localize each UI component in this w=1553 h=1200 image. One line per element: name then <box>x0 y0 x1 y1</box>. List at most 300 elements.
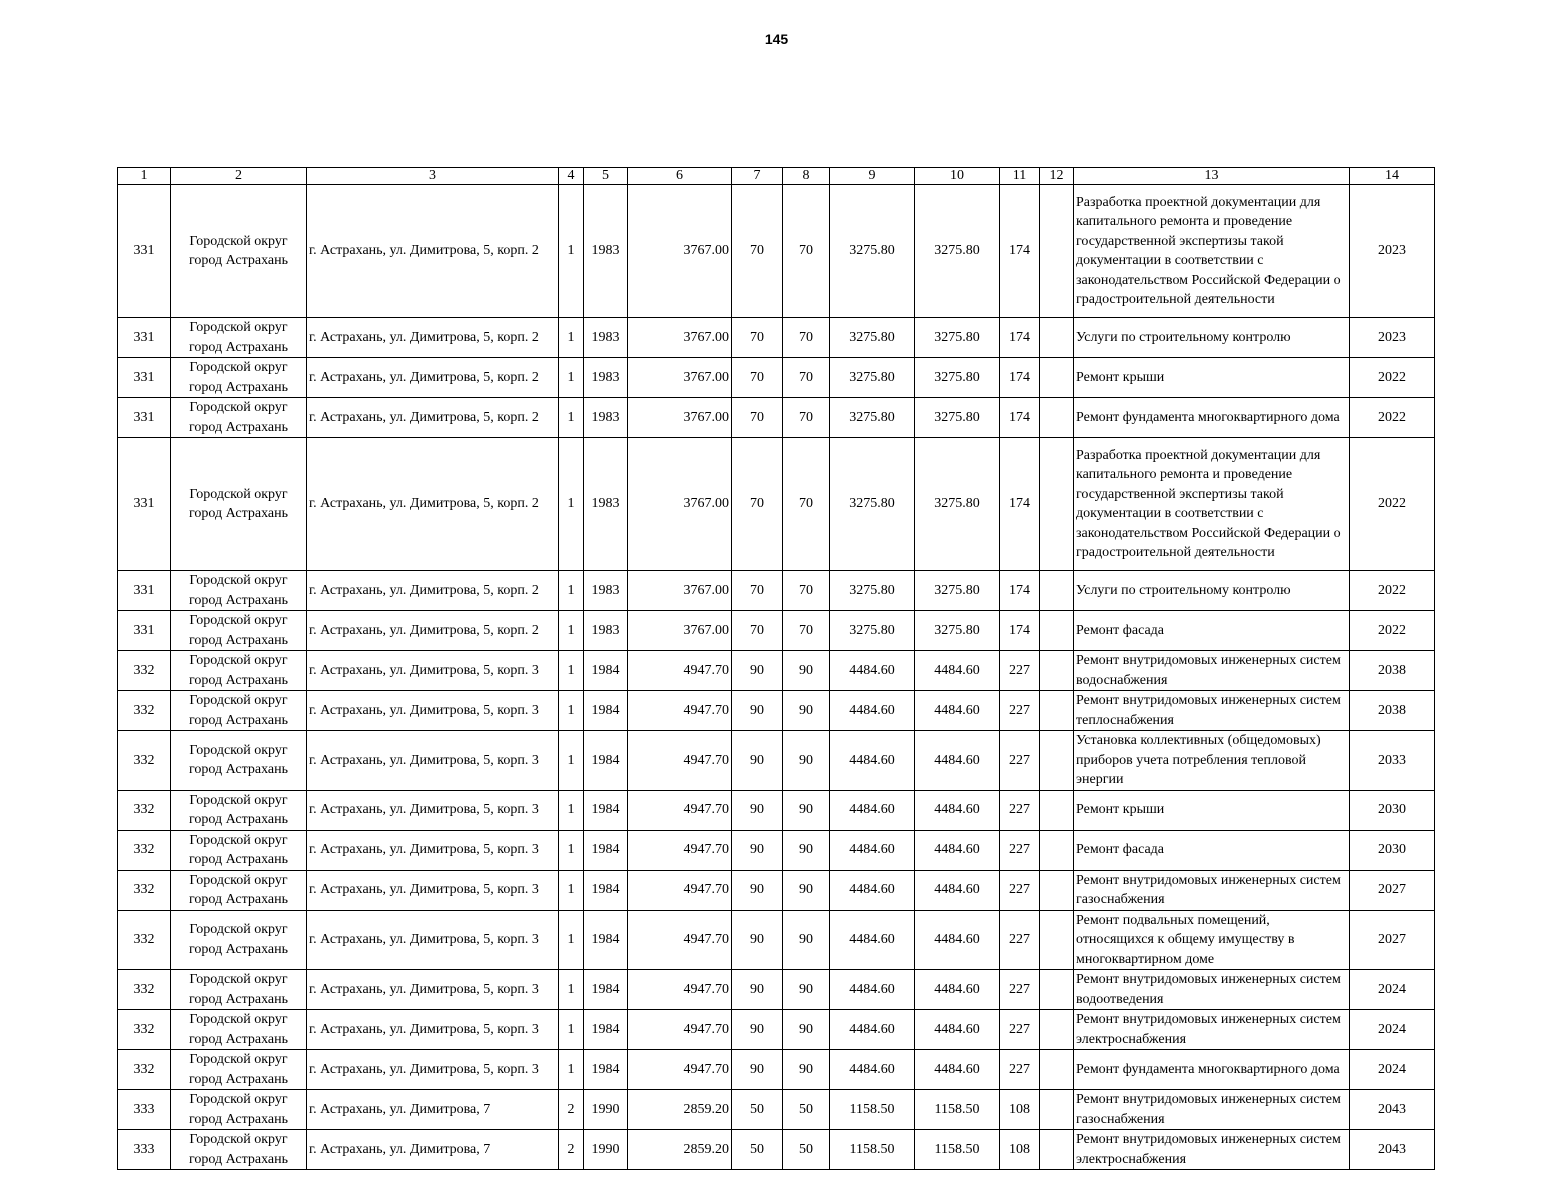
table-row <box>118 691 1435 731</box>
cell-year: 1983 <box>584 358 628 398</box>
cell-plan-year: 2024 <box>1350 1050 1435 1090</box>
cell-plan-year: 2023 <box>1350 318 1435 358</box>
cell-col4: 1 <box>559 870 584 910</box>
cell-col8: 70 <box>783 318 830 358</box>
cell-municipality: Городской округ город Астрахань <box>171 691 307 731</box>
cell-col10: 4484.60 <box>915 651 1000 691</box>
cell-col9: 4484.60 <box>830 1010 915 1050</box>
table-row <box>118 830 1435 870</box>
cell-work-type: Ремонт внутридомовых инженерных систем электроснабжения <box>1074 1010 1350 1050</box>
cell-col9: 4484.60 <box>830 731 915 791</box>
cell-col7: 90 <box>732 731 783 791</box>
cell-col11: 227 <box>1000 910 1040 970</box>
cell-col10: 3275.80 <box>915 185 1000 318</box>
cell-number: 331 <box>118 438 171 571</box>
cell-plan-year: 2043 <box>1350 1090 1435 1130</box>
cell-work-type: Ремонт фундамента многоквартирного дома <box>1074 398 1350 438</box>
cell-number: 332 <box>118 870 171 910</box>
cell-col6: 4947.70 <box>628 870 732 910</box>
cell-col11: 227 <box>1000 790 1040 830</box>
cell-municipality: Городской округ город Астрахань <box>171 910 307 970</box>
cell-col12 <box>1040 731 1074 791</box>
cell-col8: 90 <box>783 651 830 691</box>
cell-address: г. Астрахань, ул. Димитрова, 5, корп. 2 <box>307 398 559 438</box>
table-row <box>118 790 1435 830</box>
cell-number: 332 <box>118 731 171 791</box>
cell-address: г. Астрахань, ул. Димитрова, 5, корп. 3 <box>307 691 559 731</box>
cell-work-type: Разработка проектной документации для капитального ремонта и проведение государственной экспертизы такой документации в соответствии с законодательством Российской Федерации о градостроительной деятельности <box>1074 185 1350 318</box>
cell-work-type: Ремонт внутридомовых инженерных систем газоснабжения <box>1074 1090 1350 1130</box>
cell-col12 <box>1040 318 1074 358</box>
cell-plan-year: 2027 <box>1350 910 1435 970</box>
cell-municipality: Городской округ город Астрахань <box>171 1010 307 1050</box>
cell-col10: 3275.80 <box>915 571 1000 611</box>
column-header: 11 <box>1000 168 1040 185</box>
cell-col7: 70 <box>732 398 783 438</box>
cell-col6: 4947.70 <box>628 1010 732 1050</box>
cell-col8: 50 <box>783 1130 830 1170</box>
header-row <box>118 168 1435 185</box>
cell-col6: 3767.00 <box>628 318 732 358</box>
cell-year: 1984 <box>584 870 628 910</box>
cell-col10: 4484.60 <box>915 790 1000 830</box>
table-row <box>118 651 1435 691</box>
cell-col8: 90 <box>783 1010 830 1050</box>
cell-col12 <box>1040 398 1074 438</box>
table-row <box>118 185 1435 318</box>
cell-col12 <box>1040 870 1074 910</box>
cell-col4: 2 <box>559 1090 584 1130</box>
cell-col7: 70 <box>732 358 783 398</box>
column-header: 13 <box>1074 168 1350 185</box>
cell-year: 1983 <box>584 571 628 611</box>
cell-col4: 1 <box>559 185 584 318</box>
cell-col8: 70 <box>783 185 830 318</box>
cell-col4: 2 <box>559 1130 584 1170</box>
cell-col10: 1158.50 <box>915 1130 1000 1170</box>
cell-col4: 1 <box>559 318 584 358</box>
cell-col11: 227 <box>1000 1050 1040 1090</box>
cell-year: 1983 <box>584 438 628 571</box>
table-row <box>118 870 1435 910</box>
cell-col11: 174 <box>1000 185 1040 318</box>
cell-col4: 1 <box>559 731 584 791</box>
cell-municipality: Городской округ город Астрахань <box>171 185 307 318</box>
cell-col7: 70 <box>732 438 783 571</box>
cell-work-type: Ремонт фундамента многоквартирного дома <box>1074 1050 1350 1090</box>
cell-year: 1983 <box>584 185 628 318</box>
cell-col12 <box>1040 571 1074 611</box>
table-body <box>118 185 1435 1170</box>
cell-col11: 174 <box>1000 438 1040 571</box>
column-header: 5 <box>584 168 628 185</box>
cell-col7: 90 <box>732 790 783 830</box>
cell-address: г. Астрахань, ул. Димитрова, 5, корп. 2 <box>307 571 559 611</box>
cell-year: 1984 <box>584 731 628 791</box>
column-header: 6 <box>628 168 732 185</box>
cell-col6: 2859.20 <box>628 1090 732 1130</box>
cell-col12 <box>1040 1090 1074 1130</box>
cell-plan-year: 2030 <box>1350 790 1435 830</box>
cell-col6: 4947.70 <box>628 1050 732 1090</box>
cell-col10: 3275.80 <box>915 438 1000 571</box>
cell-col10: 4484.60 <box>915 691 1000 731</box>
table-row <box>118 398 1435 438</box>
cell-col12 <box>1040 830 1074 870</box>
cell-col6: 3767.00 <box>628 571 732 611</box>
cell-col11: 227 <box>1000 830 1040 870</box>
cell-col7: 70 <box>732 318 783 358</box>
cell-address: г. Астрахань, ул. Димитрова, 7 <box>307 1090 559 1130</box>
cell-col10: 4484.60 <box>915 970 1000 1010</box>
cell-address: г. Астрахань, ул. Димитрова, 5, корп. 3 <box>307 830 559 870</box>
cell-col4: 1 <box>559 438 584 571</box>
cell-col11: 108 <box>1000 1130 1040 1170</box>
cell-col11: 174 <box>1000 358 1040 398</box>
cell-municipality: Городской округ город Астрахань <box>171 398 307 438</box>
cell-year: 1990 <box>584 1090 628 1130</box>
cell-municipality: Городской округ город Астрахань <box>171 870 307 910</box>
cell-col12 <box>1040 910 1074 970</box>
cell-address: г. Астрахань, ул. Димитрова, 5, корп. 3 <box>307 790 559 830</box>
cell-work-type: Услуги по строительному контролю <box>1074 318 1350 358</box>
cell-year: 1983 <box>584 398 628 438</box>
cell-col7: 90 <box>732 970 783 1010</box>
cell-col8: 90 <box>783 691 830 731</box>
cell-work-type: Ремонт крыши <box>1074 790 1350 830</box>
cell-col4: 1 <box>559 1010 584 1050</box>
cell-col9: 4484.60 <box>830 970 915 1010</box>
cell-col6: 2859.20 <box>628 1130 732 1170</box>
cell-address: г. Астрахань, ул. Димитрова, 5, корп. 3 <box>307 1010 559 1050</box>
cell-col8: 90 <box>783 970 830 1010</box>
table-row <box>118 731 1435 791</box>
cell-col7: 90 <box>732 910 783 970</box>
column-header: 3 <box>307 168 559 185</box>
cell-col8: 70 <box>783 358 830 398</box>
cell-year: 1984 <box>584 1050 628 1090</box>
cell-plan-year: 2033 <box>1350 731 1435 791</box>
cell-col10: 4484.60 <box>915 910 1000 970</box>
cell-col8: 90 <box>783 870 830 910</box>
cell-address: г. Астрахань, ул. Димитрова, 5, корп. 3 <box>307 1050 559 1090</box>
cell-address: г. Астрахань, ул. Димитрова, 5, корп. 2 <box>307 185 559 318</box>
cell-col6: 3767.00 <box>628 438 732 571</box>
cell-col4: 1 <box>559 830 584 870</box>
column-header: 8 <box>783 168 830 185</box>
table-row <box>118 970 1435 1010</box>
cell-number: 331 <box>118 358 171 398</box>
cell-work-type: Ремонт внутридомовых инженерных систем электроснабжения <box>1074 1130 1350 1170</box>
cell-work-type: Ремонт крыши <box>1074 358 1350 398</box>
table-row <box>118 358 1435 398</box>
cell-col12 <box>1040 970 1074 1010</box>
cell-col8: 90 <box>783 731 830 791</box>
cell-number: 331 <box>118 571 171 611</box>
cell-col4: 1 <box>559 571 584 611</box>
cell-plan-year: 2038 <box>1350 651 1435 691</box>
cell-col10: 4484.60 <box>915 731 1000 791</box>
cell-address: г. Астрахань, ул. Димитрова, 5, корп. 3 <box>307 731 559 791</box>
cell-plan-year: 2022 <box>1350 611 1435 651</box>
cell-col6: 4947.70 <box>628 691 732 731</box>
cell-number: 332 <box>118 1050 171 1090</box>
cell-col8: 70 <box>783 398 830 438</box>
cell-plan-year: 2024 <box>1350 970 1435 1010</box>
cell-address: г. Астрахань, ул. Димитрова, 5, корп. 3 <box>307 870 559 910</box>
column-header: 7 <box>732 168 783 185</box>
cell-year: 1984 <box>584 651 628 691</box>
cell-col9: 1158.50 <box>830 1130 915 1170</box>
cell-col7: 90 <box>732 1010 783 1050</box>
cell-col7: 90 <box>732 651 783 691</box>
cell-col9: 3275.80 <box>830 611 915 651</box>
cell-number: 332 <box>118 790 171 830</box>
cell-col6: 3767.00 <box>628 398 732 438</box>
cell-municipality: Городской округ город Астрахань <box>171 358 307 398</box>
cell-col11: 227 <box>1000 970 1040 1010</box>
cell-col12 <box>1040 438 1074 571</box>
cell-work-type: Разработка проектной документации для капитального ремонта и проведение государственной экспертизы такой документации в соответствии с законодательством Российской Федерации о градостроительной деятельности <box>1074 438 1350 571</box>
cell-plan-year: 2043 <box>1350 1130 1435 1170</box>
cell-col12 <box>1040 1010 1074 1050</box>
cell-address: г. Астрахань, ул. Димитрова, 5, корп. 3 <box>307 651 559 691</box>
cell-col10: 3275.80 <box>915 611 1000 651</box>
table-row <box>118 1010 1435 1050</box>
cell-col12 <box>1040 651 1074 691</box>
cell-col12 <box>1040 358 1074 398</box>
cell-col4: 1 <box>559 970 584 1010</box>
cell-year: 1990 <box>584 1130 628 1170</box>
cell-col11: 227 <box>1000 691 1040 731</box>
cell-col10: 3275.80 <box>915 358 1000 398</box>
cell-year: 1984 <box>584 970 628 1010</box>
cell-year: 1983 <box>584 318 628 358</box>
cell-col9: 3275.80 <box>830 358 915 398</box>
cell-municipality: Городской округ город Астрахань <box>171 790 307 830</box>
cell-number: 332 <box>118 830 171 870</box>
cell-col7: 50 <box>732 1090 783 1130</box>
cell-col7: 50 <box>732 1130 783 1170</box>
capital-repair-table <box>117 167 1435 1170</box>
cell-col7: 70 <box>732 185 783 318</box>
cell-col6: 3767.00 <box>628 358 732 398</box>
cell-col6: 4947.70 <box>628 910 732 970</box>
cell-year: 1984 <box>584 790 628 830</box>
cell-col11: 227 <box>1000 1010 1040 1050</box>
cell-work-type: Услуги по строительному контролю <box>1074 571 1350 611</box>
column-header: 4 <box>559 168 584 185</box>
cell-municipality: Городской округ город Астрахань <box>171 830 307 870</box>
cell-col8: 90 <box>783 910 830 970</box>
cell-col11: 227 <box>1000 651 1040 691</box>
cell-year: 1983 <box>584 611 628 651</box>
cell-plan-year: 2022 <box>1350 358 1435 398</box>
cell-col8: 50 <box>783 1090 830 1130</box>
cell-col9: 3275.80 <box>830 318 915 358</box>
cell-col12 <box>1040 611 1074 651</box>
cell-col12 <box>1040 691 1074 731</box>
cell-col4: 1 <box>559 611 584 651</box>
cell-work-type: Ремонт внутридомовых инженерных систем газоснабжения <box>1074 870 1350 910</box>
cell-col6: 4947.70 <box>628 970 732 1010</box>
cell-work-type: Ремонт внутридомовых инженерных систем водоснабжения <box>1074 651 1350 691</box>
cell-col11: 227 <box>1000 731 1040 791</box>
cell-municipality: Городской округ город Астрахань <box>171 1050 307 1090</box>
cell-municipality: Городской округ город Астрахань <box>171 1090 307 1130</box>
cell-col10: 3275.80 <box>915 318 1000 358</box>
cell-col6: 4947.70 <box>628 830 732 870</box>
cell-address: г. Астрахань, ул. Димитрова, 5, корп. 3 <box>307 910 559 970</box>
cell-col4: 1 <box>559 910 584 970</box>
cell-col7: 90 <box>732 691 783 731</box>
cell-col10: 1158.50 <box>915 1090 1000 1130</box>
cell-plan-year: 2022 <box>1350 438 1435 571</box>
cell-plan-year: 2022 <box>1350 571 1435 611</box>
cell-col9: 3275.80 <box>830 185 915 318</box>
cell-col6: 4947.70 <box>628 731 732 791</box>
cell-col9: 4484.60 <box>830 790 915 830</box>
cell-col9: 4484.60 <box>830 910 915 970</box>
cell-col4: 1 <box>559 1050 584 1090</box>
cell-address: г. Астрахань, ул. Димитрова, 5, корп. 2 <box>307 358 559 398</box>
cell-col8: 70 <box>783 438 830 571</box>
cell-number: 332 <box>118 970 171 1010</box>
cell-address: г. Астрахань, ул. Димитрова, 5, корп. 2 <box>307 611 559 651</box>
cell-address: г. Астрахань, ул. Димитрова, 5, корп. 2 <box>307 438 559 571</box>
cell-col9: 1158.50 <box>830 1090 915 1130</box>
table-row <box>118 571 1435 611</box>
cell-municipality: Городской округ город Астрахань <box>171 611 307 651</box>
cell-municipality: Городской округ город Астрахань <box>171 318 307 358</box>
cell-number: 331 <box>118 318 171 358</box>
cell-col11: 108 <box>1000 1090 1040 1130</box>
cell-municipality: Городской округ город Астрахань <box>171 651 307 691</box>
cell-col9: 4484.60 <box>830 691 915 731</box>
column-header: 9 <box>830 168 915 185</box>
cell-number: 331 <box>118 398 171 438</box>
column-header: 14 <box>1350 168 1435 185</box>
cell-col6: 3767.00 <box>628 185 732 318</box>
table-row <box>118 438 1435 571</box>
table-row <box>118 1050 1435 1090</box>
cell-number: 333 <box>118 1130 171 1170</box>
column-header: 12 <box>1040 168 1074 185</box>
cell-col7: 70 <box>732 571 783 611</box>
table-row <box>118 318 1435 358</box>
cell-col12 <box>1040 790 1074 830</box>
column-header: 10 <box>915 168 1000 185</box>
column-header: 1 <box>118 168 171 185</box>
cell-col8: 90 <box>783 790 830 830</box>
cell-year: 1984 <box>584 1010 628 1050</box>
cell-col4: 1 <box>559 398 584 438</box>
cell-address: г. Астрахань, ул. Димитрова, 5, корп. 3 <box>307 970 559 1010</box>
cell-plan-year: 2038 <box>1350 691 1435 731</box>
cell-col9: 3275.80 <box>830 438 915 571</box>
cell-col10: 3275.80 <box>915 398 1000 438</box>
cell-col9: 4484.60 <box>830 1050 915 1090</box>
cell-municipality: Городской округ город Астрахань <box>171 571 307 611</box>
cell-col6: 4947.70 <box>628 790 732 830</box>
table-row <box>118 910 1435 970</box>
cell-municipality: Городской округ город Астрахань <box>171 970 307 1010</box>
cell-plan-year: 2024 <box>1350 1010 1435 1050</box>
table-row <box>118 611 1435 651</box>
cell-col9: 3275.80 <box>830 398 915 438</box>
cell-col7: 70 <box>732 611 783 651</box>
cell-plan-year: 2027 <box>1350 870 1435 910</box>
cell-plan-year: 2023 <box>1350 185 1435 318</box>
cell-year: 1984 <box>584 910 628 970</box>
cell-col4: 1 <box>559 790 584 830</box>
cell-col10: 4484.60 <box>915 870 1000 910</box>
table-row <box>118 1130 1435 1170</box>
cell-year: 1984 <box>584 830 628 870</box>
cell-municipality: Городской округ город Астрахань <box>171 438 307 571</box>
cell-plan-year: 2022 <box>1350 398 1435 438</box>
cell-municipality: Городской округ город Астрахань <box>171 1130 307 1170</box>
table-row <box>118 1090 1435 1130</box>
cell-col11: 174 <box>1000 571 1040 611</box>
cell-col7: 90 <box>732 870 783 910</box>
cell-col11: 174 <box>1000 318 1040 358</box>
cell-col10: 4484.60 <box>915 1010 1000 1050</box>
cell-col10: 4484.60 <box>915 1050 1000 1090</box>
cell-work-type: Установка коллективных (общедомовых) приборов учета потребления тепловой энергии <box>1074 731 1350 791</box>
cell-work-type: Ремонт фасада <box>1074 611 1350 651</box>
cell-col8: 70 <box>783 611 830 651</box>
cell-col11: 174 <box>1000 398 1040 438</box>
cell-number: 332 <box>118 910 171 970</box>
page-number: 145 <box>764 31 789 47</box>
cell-year: 1984 <box>584 691 628 731</box>
cell-col6: 3767.00 <box>628 611 732 651</box>
cell-col4: 1 <box>559 691 584 731</box>
cell-col9: 3275.80 <box>830 571 915 611</box>
cell-work-type: Ремонт внутридомовых инженерных систем водоотведения <box>1074 970 1350 1010</box>
cell-address: г. Астрахань, ул. Димитрова, 5, корп. 2 <box>307 318 559 358</box>
cell-address: г. Астрахань, ул. Димитрова, 7 <box>307 1130 559 1170</box>
cell-col8: 90 <box>783 1050 830 1090</box>
cell-municipality: Городской округ город Астрахань <box>171 731 307 791</box>
cell-work-type: Ремонт внутридомовых инженерных систем теплоснабжения <box>1074 691 1350 731</box>
cell-number: 332 <box>118 1010 171 1050</box>
cell-plan-year: 2030 <box>1350 830 1435 870</box>
cell-col9: 4484.60 <box>830 830 915 870</box>
cell-col12 <box>1040 185 1074 318</box>
column-header: 2 <box>171 168 307 185</box>
cell-col12 <box>1040 1050 1074 1090</box>
cell-col9: 4484.60 <box>830 651 915 691</box>
cell-work-type: Ремонт фасада <box>1074 830 1350 870</box>
cell-col4: 1 <box>559 358 584 398</box>
cell-col8: 90 <box>783 830 830 870</box>
cell-col11: 174 <box>1000 611 1040 651</box>
cell-col7: 90 <box>732 1050 783 1090</box>
cell-col7: 90 <box>732 830 783 870</box>
cell-col12 <box>1040 1130 1074 1170</box>
cell-number: 332 <box>118 651 171 691</box>
cell-number: 331 <box>118 185 171 318</box>
cell-col6: 4947.70 <box>628 651 732 691</box>
cell-work-type: Ремонт подвальных помещений, относящихся к общему имуществу в многоквартирном доме <box>1074 910 1350 970</box>
cell-col9: 4484.60 <box>830 870 915 910</box>
cell-number: 331 <box>118 611 171 651</box>
cell-col8: 70 <box>783 571 830 611</box>
cell-col10: 4484.60 <box>915 830 1000 870</box>
cell-col4: 1 <box>559 651 584 691</box>
